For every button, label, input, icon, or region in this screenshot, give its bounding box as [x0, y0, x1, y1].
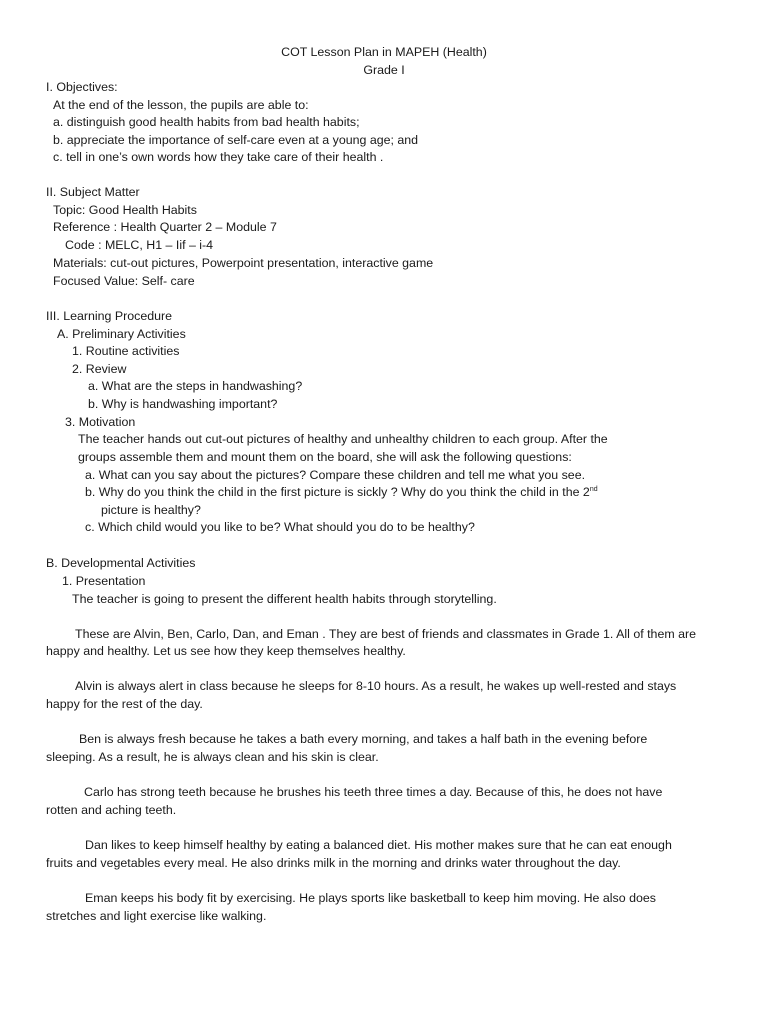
story-paragraph: Dan likes to keep himself healthy by eating a balanced diet. His mother makes sure that he can eat enough	[85, 838, 672, 852]
routine-item: 1. Routine activities	[72, 344, 180, 358]
subject-matter-heading: II. Subject Matter	[46, 185, 140, 199]
story-paragraph: Carlo has strong teeth because he brushes his teeth three times a day. Because of this, he does not have	[84, 785, 663, 799]
story-paragraph: Eman keeps his body fit by exercising. He plays sports like basketball to keep him moving. He also does	[85, 891, 656, 905]
objectives-intro: At the end of the lesson, the pupils are able to:	[53, 98, 309, 112]
reference-line: Reference : Health Quarter 2 – Module 7	[53, 220, 277, 234]
review-item: 2. Review	[72, 362, 127, 376]
story-paragraph: Alvin is always alert in class because he sleeps for 8-10 hours. As a result, he wakes up well-rested and stays	[75, 679, 677, 693]
story-paragraph: sleeping. As a result, he is always clean and his skin is clear.	[46, 750, 379, 764]
story-paragraph: These are Alvin, Ben, Carlo, Dan, and Eman . They are best of friends and classmates in Grade 1. All of them are	[75, 627, 697, 641]
review-question: a. What are the steps in handwashing?	[88, 379, 303, 393]
value-line: Focused Value: Self- care	[53, 274, 195, 288]
story-paragraph: fruits and vegetables every meal. He also drinks milk in the morning and drinks water throughout the day.	[46, 856, 621, 870]
code-line: Code : MELC, H1 – Iif – i-4	[65, 238, 214, 252]
motivation-text: groups assemble them and mount them on the board, she will ask the following questions:	[78, 450, 572, 464]
objective-item: a. distinguish good health habits from bad health habits;	[53, 115, 360, 129]
objectives-heading: I. Objectives:	[46, 80, 118, 94]
presentation-text: The teacher is going to present the different health habits through storytelling.	[72, 592, 497, 606]
story-paragraph: happy for the rest of the day.	[46, 697, 203, 711]
preliminary-heading: A. Preliminary Activities	[57, 327, 186, 341]
developmental-heading: B. Developmental Activities	[46, 556, 196, 570]
objective-item: b. appreciate the importance of self-care even at a young age; and	[53, 133, 419, 147]
page-title: COT Lesson Plan in MAPEH (Health)	[281, 45, 487, 59]
learning-procedure-heading: III. Learning Procedure	[46, 309, 173, 323]
story-paragraph: Ben is always fresh because he takes a bath every morning, and takes a half bath in the evening before	[79, 732, 648, 746]
materials-line: Materials: cut-out pictures, Powerpoint presentation, interactive game	[53, 256, 434, 270]
story-paragraph: stretches and light exercise like walking.	[46, 909, 267, 923]
motivation-text: The teacher hands out cut-out pictures of healthy and unhealthy children to each group. After the	[78, 432, 608, 446]
motivation-question: a. What can you say about the pictures? Compare these children and tell me what you see.	[85, 468, 586, 482]
motivation-question-cont: picture is healthy?	[101, 503, 201, 517]
review-question: b. Why is handwashing important?	[88, 397, 278, 411]
motivation-item: 3. Motivation	[65, 415, 136, 429]
motivation-question: c. Which child would you like to be? What should you do to be healthy?	[85, 520, 475, 534]
presentation-item: 1. Presentation	[62, 574, 146, 588]
story-paragraph: rotten and aching teeth.	[46, 803, 177, 817]
objective-item: c. tell in one’s own words how they take care of their health .	[53, 150, 384, 164]
grade-label: Grade I	[363, 63, 405, 77]
topic-line: Topic: Good Health Habits	[53, 203, 197, 217]
superscript: nd	[589, 486, 598, 493]
story-paragraph: happy and healthy. Let us see how they keep themselves healthy.	[46, 644, 406, 658]
motivation-question: b. Why do you think the child in the first picture is sickly ? Why do you think the child in the 2nd	[85, 485, 598, 499]
